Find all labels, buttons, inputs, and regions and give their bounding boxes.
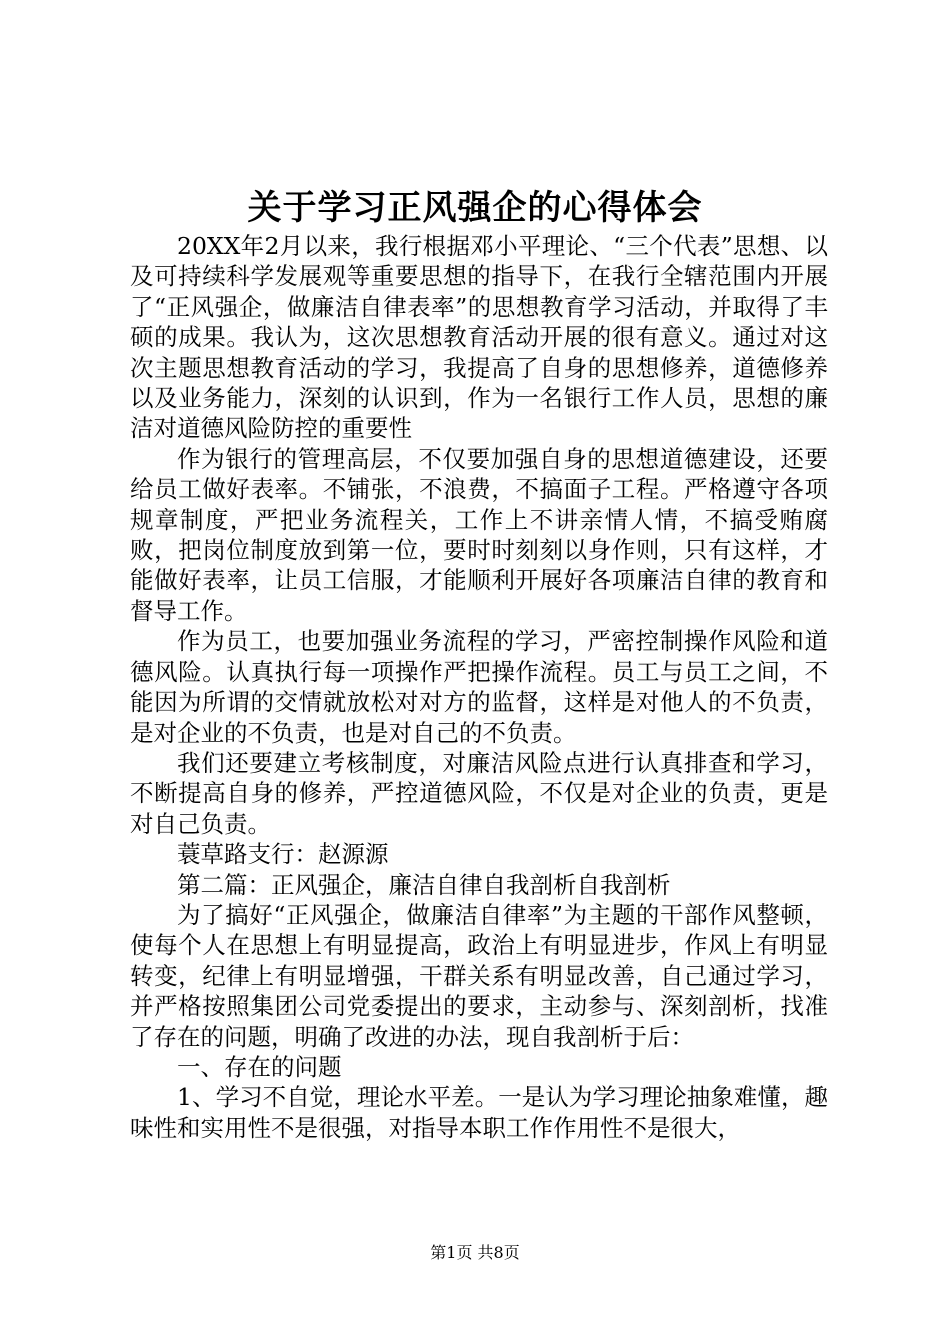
paragraph: 20XX年2月以来，我行根据邓小平理论、“三个代表”思想、以及可持续科学发展观等重要思想的指导下，在我行全辖范围内开展了“正风强企，做廉洁自律表率”的思想教育学习活动，并取得了丰硕的成果。我认为，这次思想教育活动开展的很有意义。通过对这次主题思想教育活动的学习，我提高了自身的思想修养，道德修养以及业务能力，深刻的认识到，作为一名银行工作人员，思想的廉洁对道德风险防控的重要性 <box>130 232 828 443</box>
paragraph: 为了搞好“正风强企，做廉洁自律率”为主题的干部作风整顿，使每个人在思想上有明显提高，政治上有明显进步，作风上有明显转变，纪律上有明显增强，干群关系有明显改善，自己通过学习，并严格按照集团公司党委提出的要求，主动参与、深刻剖析，找准了存在的问题，明确了改进的办法，现自我剖析于后： <box>130 900 828 1051</box>
section-heading: 第二篇：正风强企，廉洁自律自我剖析自我剖析 <box>177 870 671 899</box>
paragraph: 1、学习不自觉，理论水平差。一是认为学习理论抽象难懂，趣味性和实用性不是很强，对指导本职工作作用性不是很大， <box>130 1083 828 1142</box>
document-body <box>130 231 828 1143</box>
paragraph: 作为银行的管理高层，不仅要加强自身的思想道德建设，还要给员工做好表率。不铺张，不浪费，不搞面子工程。严格遵守各项规章制度，严把业务流程关，工作上不讲亲情人情，不搞受贿腐败，把岗位制度放到第一位，要时时刻刻以身作则，只有这样，才能做好表率，让员工信服，才能顺利开展好各项廉洁自律的教育和督导工作。 <box>130 444 828 625</box>
subsection-heading: 一、存在的问题 <box>177 1052 342 1081</box>
signature-line: 蓑草路支行：赵源源 <box>177 840 389 869</box>
paragraph: 作为员工，也要加强业务流程的学习，严密控制操作风险和道德风险。认真执行每一项操作严把操作流程。员工与员工之间，不能因为所谓的交情就放松对对方的监督，这样是对他人的不负责，是对企业的不负责，也是对自己的不负责。 <box>130 627 828 747</box>
page-number-footer: 第1页 共8页 <box>430 1243 520 1262</box>
paragraph: 我们还要建立考核制度，对廉洁风险点进行认真排查和学习，不断提高自身的修养，严控道德风险，不仅是对企业的负责，更是对自己负责。 <box>130 748 828 838</box>
document-title: 关于学习正风强企的心得体会 <box>247 188 703 228</box>
